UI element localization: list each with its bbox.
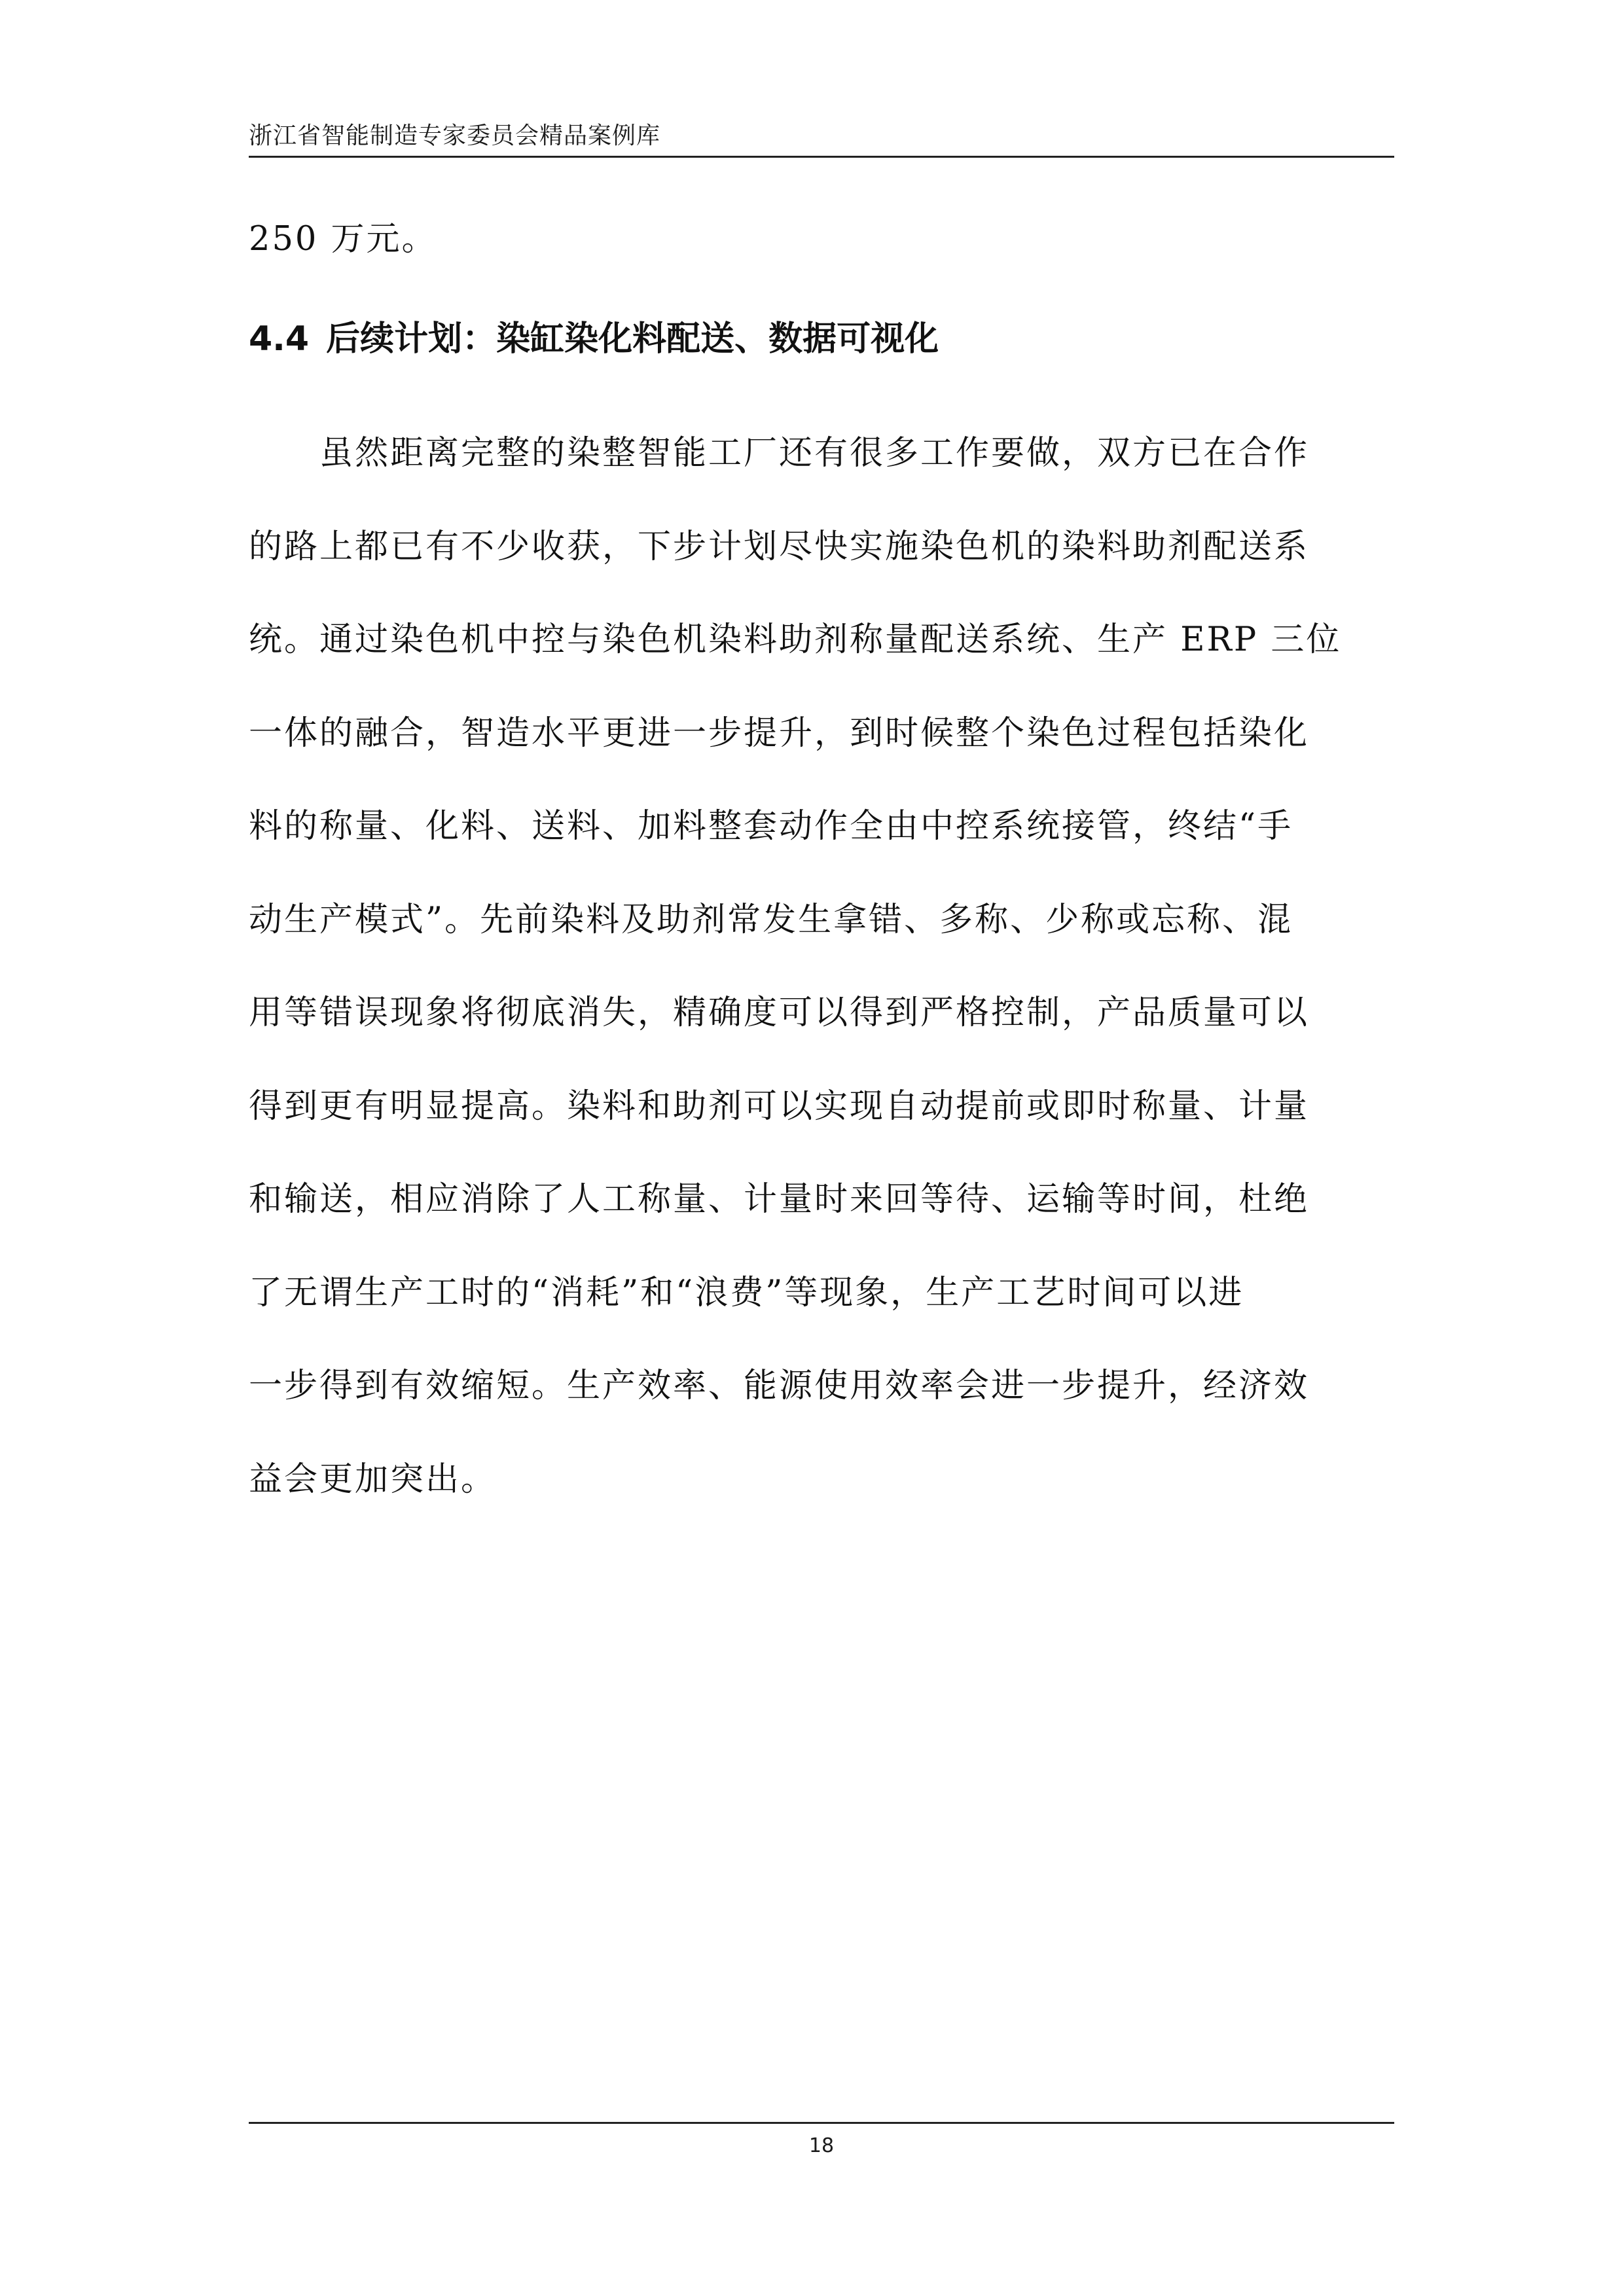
paragraph-line: 统。通过染色机中控与染色机染料助剂称量配送系统、生产 ERP 三位 (249, 620, 1342, 659)
paragraph-line: 一步得到有效缩短。生产效率、能源使用效率会进一步提升，经济效 (249, 1367, 1310, 1405)
lead-text: 250 万元。 (249, 220, 437, 259)
section-heading (249, 296, 1398, 382)
header-title: 浙江省智能制造专家委员会精品案例库 (249, 122, 661, 149)
paragraph-line: 虽然距离完整的染整智能工厂还有很多工作要做，双方已在合作 (249, 434, 1310, 473)
page-footer (249, 2122, 1394, 2176)
section-title: 后续计划：染缸染化料配送、数据可视化 (326, 319, 939, 359)
document-body (249, 196, 1398, 1526)
paragraph-line: 了无谓生产工时的“消耗”和“浪费”等现象，生产工艺时间可以进 (249, 1273, 1244, 1312)
paragraph-line: 和输送，相应消除了人工称量、计量时来回等待、运输等时间，杜绝 (249, 1180, 1310, 1219)
paragraph-line: 的路上都已有不少收获，下步计划尽快实施染色机的染料助剂配送系 (249, 527, 1310, 566)
paragraph-line: 益会更加突出。 (249, 1460, 497, 1499)
page-number: 18 (808, 2134, 835, 2157)
page-header (249, 111, 1394, 158)
paragraph-line: 一体的融合，智造水平更进一步提升，到时候整个染色过程包括染化 (249, 713, 1310, 753)
body-paragraph (249, 407, 1398, 1526)
paragraph-line: 动生产模式”。先前染料及助剂常发生拿错、多称、少称或忘称、混 (249, 900, 1293, 939)
paragraph-line: 料的称量、化料、送料、加料整套动作全由中控系统接管，终结“手 (249, 807, 1293, 846)
section-number: 4.4 (249, 319, 310, 359)
paragraph-line: 用等错误现象将彻底消失，精确度可以得到严格控制，产品质量可以 (249, 994, 1310, 1032)
paragraph-line: 得到更有明显提高。染料和助剂可以实现自动提前或即时称量、计量 (249, 1086, 1310, 1126)
